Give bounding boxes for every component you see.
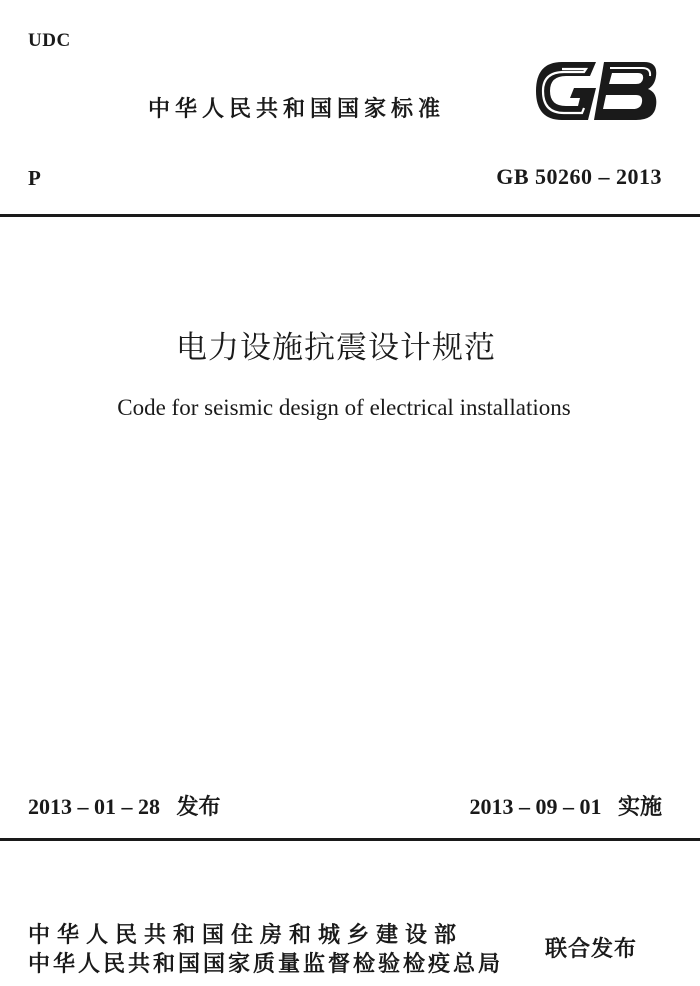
implement-date-block <box>469 790 662 821</box>
implement-date: 2013 – 09 – 01 <box>469 794 602 819</box>
joint-release-label: 联合发布 <box>545 937 638 962</box>
title-english: Code for seismic design of electrical installations <box>117 395 571 420</box>
issue-date-block <box>28 790 221 821</box>
publisher-administration-wrap <box>28 950 503 986</box>
implement-label: 实施 <box>617 795 662 820</box>
issue-label: 发布 <box>176 795 221 820</box>
title-chinese: 电力设施抗震设计规范 <box>176 330 496 366</box>
standard-number: GB 50260 – 2013 <box>496 164 662 189</box>
publisher-ministry: 中华人民共和国住房和城乡建设部 <box>28 923 464 948</box>
classification-code: P <box>28 166 41 190</box>
issue-date: 2013 – 01 – 28 <box>28 794 160 819</box>
top-rule <box>0 214 700 217</box>
udc-label: UDC <box>28 30 71 51</box>
national-standard-heading: 中华人民共和国国家标准 <box>148 97 446 122</box>
gb-logo <box>532 58 662 124</box>
bottom-rule <box>0 838 700 841</box>
gb-logo-mark <box>536 62 656 120</box>
publisher-administration: 中华人民共和国国家质量监督检验检疫总局 <box>28 952 504 977</box>
